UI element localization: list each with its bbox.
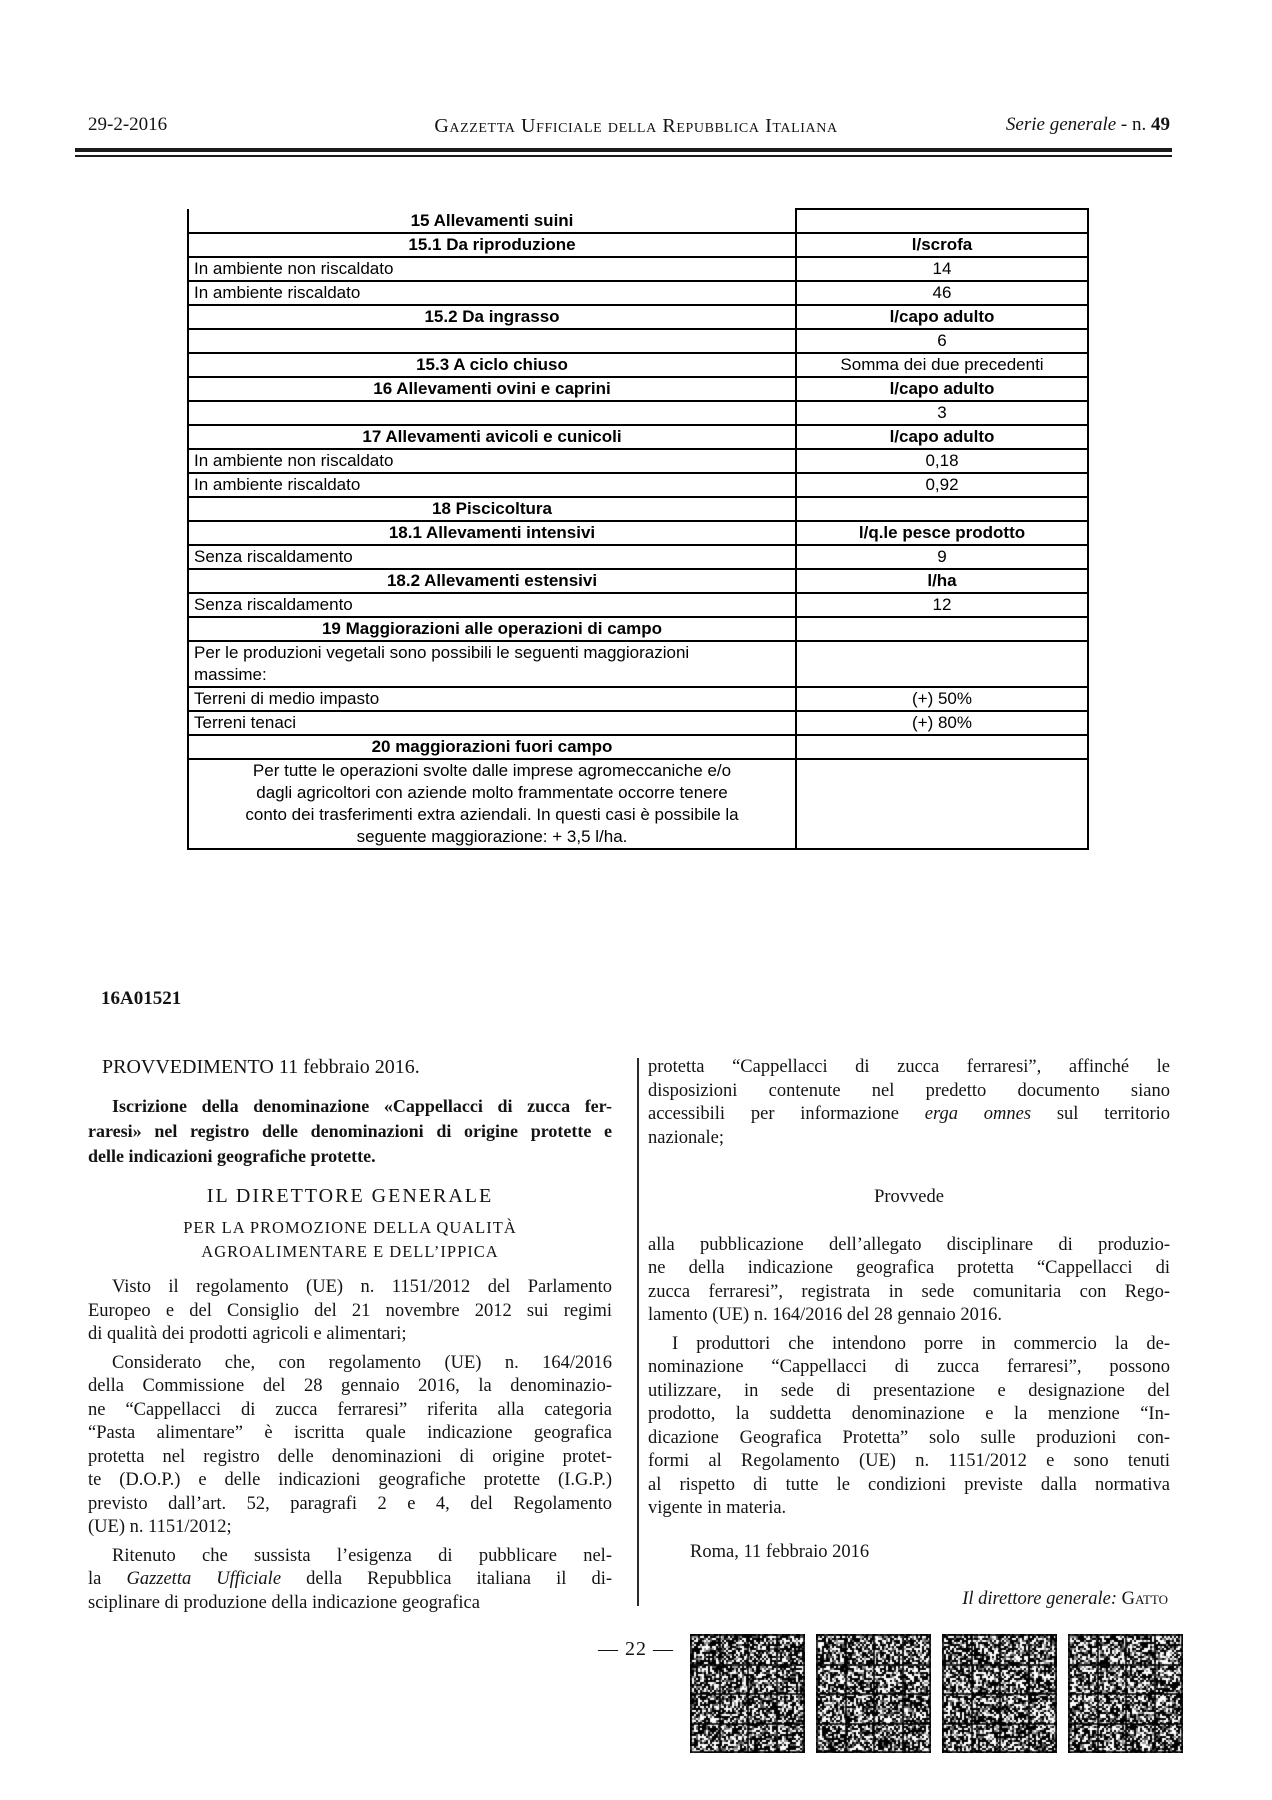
text-line	[88, 1276, 612, 1300]
page-number: — 22 —	[598, 1638, 674, 1660]
table-cell-value: l/scrofa	[796, 233, 1088, 257]
table-cell-label	[188, 641, 796, 687]
table-cell-label: In ambiente riscaldato	[188, 473, 796, 497]
text-block-para	[88, 1276, 612, 1347]
plain-text: della Repubblica italiana il di-	[281, 1569, 612, 1589]
plain-text: prodotto, la suddetta denominazione e la menzione “In-	[648, 1404, 1170, 1424]
plain-text: PROVVEDIMENTO 11 febbraio 2016.	[102, 1056, 420, 1078]
table-cell-label: 15.2 Da ingrasso	[188, 305, 796, 329]
table-cell-value: Somma dei due precedenti	[796, 353, 1088, 377]
table-cell-line: massime:	[194, 665, 267, 684]
table-cell-value: 6	[796, 329, 1088, 353]
journal-title: Gazzetta Ufficiale della Repubblica Italiana	[434, 115, 838, 137]
text-line	[648, 1103, 1170, 1127]
text-block-signature	[648, 1588, 1170, 1612]
text-line	[88, 1568, 612, 1592]
table-cell-label: 20 maggiorazioni fuori campo	[188, 735, 796, 759]
plain-text: PER LA PROMOZIONE DELLA QUALITÀ	[183, 1218, 517, 1237]
text-line	[88, 1352, 612, 1376]
plain-text: protetta “Cappellacci di zucca ferraresi”, affinché le	[648, 1057, 1170, 1077]
plain-text: Europeo e del Consiglio del 21 novembre 2012 sui regimi	[88, 1300, 612, 1321]
text-line	[648, 1234, 1170, 1258]
text-line	[88, 1375, 612, 1399]
plain-text: protetta nel registro delle denominazioni di origine protet-	[88, 1446, 612, 1467]
table-row	[188, 497, 1088, 521]
text-block-para	[648, 1333, 1170, 1521]
table-cell-label: 15 Allevamenti suini	[188, 209, 796, 233]
text-block-para	[88, 1545, 612, 1616]
table-row	[188, 449, 1088, 473]
table-cell-label: 15.3 A ciclo chiuso	[188, 353, 796, 377]
plain-text: ne della indicazione geografica protetta “Cappellacci di	[648, 1258, 1170, 1278]
text-line	[648, 1588, 1168, 1612]
table-cell-value: 3	[796, 401, 1088, 425]
plain-text: sciplinare di produzione della indicazione geografica	[88, 1592, 480, 1613]
table-row	[188, 209, 1088, 233]
text-line	[88, 1516, 612, 1540]
text-block-dateline	[648, 1541, 1170, 1565]
table-row	[188, 353, 1088, 377]
text-line	[88, 1185, 612, 1209]
table-row	[188, 759, 1088, 849]
plain-text: previsto dall’art. 52, paragrafi 2 e 4, del Regolamento	[88, 1493, 612, 1514]
table-cell-label	[188, 329, 796, 353]
plain-text: la	[88, 1569, 127, 1589]
table-cell-label: In ambiente non riscaldato	[188, 257, 796, 281]
table-row	[188, 377, 1088, 401]
column-divider-rule	[637, 1058, 639, 1606]
text-line	[88, 1592, 612, 1616]
plain-text: al rispetto di tutte le condizioni previste dalla normativa	[648, 1474, 1170, 1495]
plain-text: dicazione Geografica Protetta” solo sulle produzioni con-	[648, 1427, 1170, 1448]
text-line	[88, 1446, 612, 1470]
table-cell-value	[796, 641, 1088, 687]
plain-text: utilizzare, in sede di presentazione e designazione del	[648, 1380, 1170, 1401]
table-row	[188, 521, 1088, 545]
table-cell-label: 18 Piscicoltura	[188, 497, 796, 521]
table-row	[188, 687, 1088, 711]
table-cell-label: 17 Allevamenti avicoli e cunicoli	[188, 425, 796, 449]
text-line	[648, 1403, 1170, 1427]
plain-text: Visto il regolamento (UE) n. 1151/2012 del Parlamento	[112, 1277, 612, 1297]
table-row	[188, 425, 1088, 449]
table-cell-value	[796, 735, 1088, 759]
text-line	[88, 1469, 612, 1493]
plain-text: “Pasta alimentare” è iscritta quale indicazione geografica	[88, 1423, 612, 1443]
table-row	[188, 233, 1088, 257]
text-block-para	[648, 1234, 1170, 1328]
text-block-subject	[88, 1094, 612, 1169]
plain-text: raresi» nel registro delle denominazioni di origine protette e	[88, 1120, 612, 1141]
text-block-provvede	[648, 1186, 1170, 1210]
plain-text: Iscrizione della denominazione «Cappellacci di zucca fer-	[112, 1095, 612, 1116]
text-line	[88, 1493, 612, 1517]
table-cell-label: 15.1 Da riproduzione	[188, 233, 796, 257]
header-rule	[75, 148, 1172, 157]
plain-text: Provvede	[874, 1187, 944, 1207]
text-line	[648, 1281, 1170, 1305]
text-line	[648, 1450, 1170, 1474]
table-cell-label: Senza riscaldamento	[188, 545, 796, 569]
table-cell-line: dagli agricoltori con aziende molto frammentate occorre tenere	[256, 783, 728, 802]
table-row	[188, 711, 1088, 735]
table-cell-label: In ambiente riscaldato	[188, 281, 796, 305]
plain-text: nominazione “Cappellacci di zucca ferraresi”, possono	[648, 1357, 1170, 1377]
text-line	[88, 1300, 612, 1324]
text-line	[88, 1422, 612, 1446]
table-row	[188, 329, 1088, 353]
table-row	[188, 545, 1088, 569]
text-line	[648, 1427, 1170, 1451]
plain-text: Ritenuto che sussista l’esigenza di pubblicare nel-	[112, 1545, 612, 1566]
text-line	[648, 1474, 1170, 1498]
plain-text: formi al Regolamento (UE) n. 1151/2012 e sono tenuti	[648, 1451, 1170, 1471]
text-block-para	[648, 1056, 1170, 1150]
table-cell-value	[796, 617, 1088, 641]
table-row	[188, 281, 1088, 305]
text-line	[88, 1094, 612, 1119]
article-left-column	[88, 1056, 612, 1620]
table-cell-value	[796, 759, 1088, 849]
text-line	[648, 1257, 1170, 1281]
table-cell-label: 16 Allevamenti ovini e caprini	[188, 377, 796, 401]
text-line	[648, 1056, 1170, 1080]
text-line	[88, 1144, 612, 1169]
fuel-allowance-table-body	[188, 209, 1088, 849]
plain-text: I produttori che intendono porre in commercio la de-	[672, 1333, 1170, 1354]
table-cell-value: 46	[796, 281, 1088, 305]
table-row	[188, 641, 1088, 687]
text-line	[648, 1127, 1170, 1151]
table-cell-value	[796, 497, 1088, 521]
table-cell-value: 9	[796, 545, 1088, 569]
series-number: 49	[1151, 114, 1170, 135]
plain-text: (UE) n. 1151/2012;	[88, 1517, 232, 1537]
barcode-block	[690, 1634, 805, 1753]
text-block-para	[88, 1352, 612, 1540]
plain-text: di qualità dei prodotti agricoli e alimentari;	[88, 1324, 407, 1344]
table-cell-label: Terreni tenaci	[188, 711, 796, 735]
doc-code: 16A01521	[101, 988, 182, 1009]
text-line	[648, 1333, 1170, 1357]
table-cell-value: 14	[796, 257, 1088, 281]
plain-text: sul territorio	[1031, 1104, 1171, 1124]
table-cell-label: 18.1 Allevamenti intensivi	[188, 521, 796, 545]
text-line	[102, 1056, 612, 1080]
text-line	[88, 1216, 612, 1240]
text-line	[88, 1399, 612, 1423]
plain-text: Considerato che, con regolamento (UE) n. 164/2016	[112, 1352, 612, 1373]
plain-text: vigente in materia.	[648, 1498, 787, 1518]
plain-text: IL DIRETTORE GENERALE	[206, 1184, 494, 1207]
fuel-allowance-table-wrap	[187, 208, 1089, 850]
text-line	[648, 1304, 1170, 1328]
table-cell-value: 0,92	[796, 473, 1088, 497]
table-cell-value: (+) 80%	[796, 711, 1088, 735]
text-block-heading-sc	[88, 1216, 612, 1264]
plain-text: ne “Cappellacci di zucca ferraresi” riferita alla categoria	[88, 1399, 612, 1420]
table-row	[188, 257, 1088, 281]
table-cell-label: In ambiente non riscaldato	[188, 449, 796, 473]
text-line	[648, 1356, 1170, 1380]
table-cell-line: Per le produzioni vegetali sono possibili le seguenti maggiorazioni	[194, 643, 690, 662]
table-row	[188, 305, 1088, 329]
page-header-date: 29-2-2016	[88, 114, 168, 135]
plain-text: Roma, 11 febbraio 2016	[690, 1541, 870, 1562]
barcode-strip	[690, 1634, 1183, 1753]
table-cell-line: conto dei trasferimenti extra aziendali. In questi casi è possibile la	[245, 805, 739, 824]
series-separator: - n.	[1116, 114, 1151, 135]
table-cell-line: seguente maggiorazione: + 3,5 l/ha.	[356, 827, 628, 846]
italic-text: Il direttore generale:	[962, 1589, 1122, 1609]
article-right-column	[648, 1056, 1170, 1612]
text-line	[648, 1380, 1170, 1404]
table-cell-label: 18.2 Allevamenti estensivi	[188, 569, 796, 593]
italic-text: erga omnes	[924, 1104, 1032, 1124]
table-row	[188, 735, 1088, 759]
plain-text: lamento (UE) n. 164/2016 del 28 gennaio 2016.	[648, 1305, 1003, 1325]
text-line	[690, 1541, 1170, 1565]
plain-text: disposizioni contenute nel predetto documento siano	[648, 1080, 1170, 1101]
table-cell-value: l/capo adulto	[796, 377, 1088, 401]
barcode-block	[942, 1634, 1057, 1753]
plain-text: accessibili per informazione	[648, 1104, 925, 1124]
barcode-block	[816, 1634, 931, 1753]
table-cell-value: 0,18	[796, 449, 1088, 473]
table-cell-value: l/ha	[796, 569, 1088, 593]
table-cell-label: Terreni di medio impasto	[188, 687, 796, 711]
table-cell-value: 12	[796, 593, 1088, 617]
series-info	[1006, 114, 1170, 136]
plain-text: nazionale;	[648, 1127, 725, 1148]
table-cell-value: (+) 50%	[796, 687, 1088, 711]
table-cell-label	[188, 401, 796, 425]
table-row	[188, 617, 1088, 641]
table-cell-label: 19 Maggiorazioni alle operazioni di campo	[188, 617, 796, 641]
barcode-block	[1068, 1634, 1183, 1753]
text-line	[648, 1080, 1170, 1104]
series-label: Serie generale	[1005, 114, 1117, 135]
plain-text: della Commissione del 28 gennaio 2016, la denominazio-	[88, 1376, 612, 1396]
table-row	[188, 401, 1088, 425]
table-row	[188, 569, 1088, 593]
text-line	[88, 1323, 612, 1347]
plain-text: te (D.O.P.) e delle indicazioni geografiche protette (I.G.P.)	[88, 1470, 612, 1490]
table-cell-value	[796, 209, 1088, 233]
fuel-allowance-table	[187, 208, 1089, 850]
text-block-heading-caps	[88, 1185, 612, 1209]
text-line	[88, 1240, 612, 1264]
table-cell-value: l/capo adulto	[796, 305, 1088, 329]
text-line	[88, 1119, 612, 1144]
text-line	[648, 1497, 1170, 1521]
table-cell-label	[188, 759, 796, 849]
italic-text: Gazzetta Ufficiale	[126, 1569, 282, 1589]
text-line	[648, 1186, 1170, 1210]
plain-text: AGROALIMENTARE E DELL’IPPICA	[201, 1242, 499, 1261]
text-line	[88, 1545, 612, 1569]
table-cell-value: l/capo adulto	[796, 425, 1088, 449]
plain-text: zucca ferraresi”, registrata in sede comunitaria con Rego-	[648, 1281, 1170, 1302]
table-row	[188, 473, 1088, 497]
text-block-doc-title	[88, 1056, 612, 1080]
table-row	[188, 593, 1088, 617]
table-cell-value: l/q.le pesce prodotto	[796, 521, 1088, 545]
table-cell-label: Senza riscaldamento	[188, 593, 796, 617]
plain-text: delle indicazioni geografiche protette.	[88, 1145, 376, 1166]
plain-text: alla pubblicazione dell’allegato disciplinare di produzio-	[648, 1234, 1170, 1255]
smallcaps-name: Gatto	[1121, 1589, 1168, 1609]
table-cell-line: Per tutte le operazioni svolte dalle imprese agromeccaniche e/o	[252, 761, 732, 780]
